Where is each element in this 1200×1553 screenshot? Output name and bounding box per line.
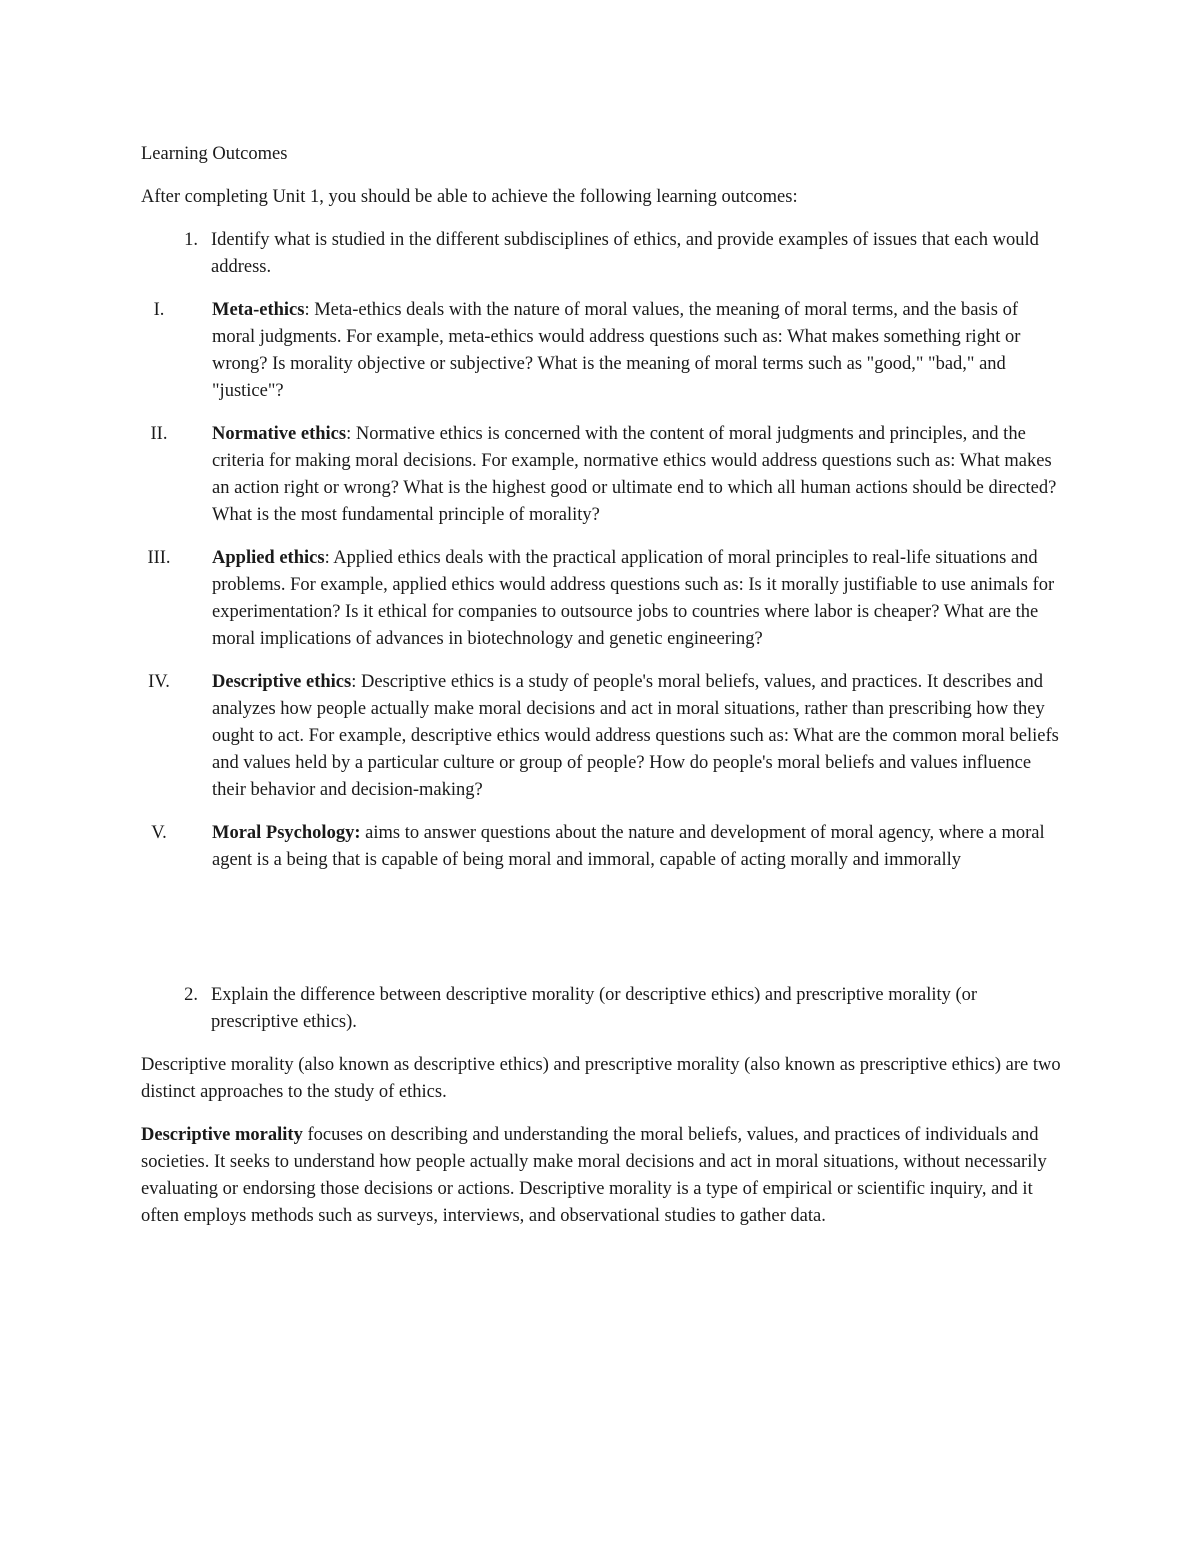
blank-space [141,890,1061,982]
subdiscipline-normative-ethics [141,421,1061,529]
subdiscipline-description: Meta-ethics deals with the nature of moral values, the meaning of moral terms, and the basis of moral judgments. For example, meta-ethics would address questions such as: What makes something right or wrong? Is morality objective or subjective? What is the meaning of moral terms such as "good," "bad," and "justice"? [212,300,1021,401]
outcome-2 [141,982,1061,1036]
list-marker: IV. [148,672,170,692]
outcome-1 [141,227,1061,281]
section-heading: Learning Outcomes [141,144,288,164]
subdiscipline-description: aims to answer questions about the nature and development of moral agency, where a moral agent is a being that is capable of being moral and immoral, capable of acting morally and immorally [212,823,1045,870]
paragraph-term: Descriptive morality [141,1125,303,1145]
descriptive-morality-paragraph [141,1122,1061,1230]
subdiscipline-meta-ethics [141,297,1061,405]
subdiscipline-description: Descriptive ethics is a study of people's moral beliefs, values, and practices. It describes and analyzes how people actually make moral decisions and act in moral situations, rather than prescribing how they ought to act. For example, descriptive ethics would address questions such as: What are the common moral beliefs and values held by a particular culture or group of people? How do people's moral beliefs and values influence their behavior and decision-making? [212,672,1059,800]
subdiscipline-term: Moral Psychology: [212,823,361,843]
list-marker: III. [147,548,171,568]
subdiscipline-applied-ethics [141,545,1061,653]
term-separator: : [351,672,357,692]
outcome-text: Explain the difference between descriptive morality (or descriptive ethics) and prescriptive morality (or prescriptive ethics). [211,985,978,1032]
list-marker: 2. [184,985,198,1005]
subdiscipline-term: Applied ethics [212,548,325,568]
subdiscipline-term: Normative ethics [212,424,347,444]
outcome-text: Identify what is studied in the different subdisciplines of ethics, and provide examples of issues that each would address. [211,230,1039,277]
subdiscipline-term: Descriptive ethics [212,672,352,692]
subdiscipline-text [177,545,1061,653]
intro-paragraph: After completing Unit 1, you should be able to achieve the following learning outcomes: [141,187,798,207]
subdiscipline-description: Applied ethics deals with the practical application of moral principles to real-life situations and problems. For example, applied ethics would address questions such as: Is it morally justifiable to use animals for experimentation? Is it ethical for companies to outsource jobs to countries where labor is cheaper? What are the moral implications of advances in biotechnology and genetic engineering? [212,548,1055,649]
subdiscipline-text [177,297,1061,405]
term-separator: : [324,548,330,568]
subdiscipline-description: Normative ethics is concerned with the content of moral judgments and principles, and the criteria for making moral decisions. For example, normative ethics would address questions such as: What makes an action right or wrong? What is the highest good or ultimate end to which all human actions should be directed? What is the most fundamental principle of morality? [212,424,1057,525]
list-marker: II. [150,424,168,444]
subdiscipline-text [177,820,1061,874]
subdiscipline-text [177,669,1061,804]
paragraph-text: focuses on describing and understanding the moral beliefs, values, and practices of individuals and societies. It seeks to understand how people actually make moral decisions and act in moral situations, without necessarily evaluating or endorsing those decisions or actions. Descriptive morality is a type of empirical or scientific inquiry, and it often employs methods such as surveys, interviews, and observational studies to gather data. [141,1125,1047,1226]
term-separator: : [346,424,352,444]
list-marker: 1. [184,230,198,250]
subdiscipline-moral-psychology [141,820,1061,874]
comparison-paragraph: Descriptive morality (also known as descriptive ethics) and prescriptive morality (also known as prescriptive ethics) are two distinct approaches to the study of ethics. [141,1055,1061,1102]
subdiscipline-term: Meta-ethics [212,300,305,320]
subdiscipline-text [177,421,1061,529]
subdiscipline-descriptive-ethics [141,669,1061,804]
list-marker: I. [153,300,165,320]
document-page [141,141,1061,1246]
term-separator: : [304,300,310,320]
list-marker: V. [151,823,167,843]
